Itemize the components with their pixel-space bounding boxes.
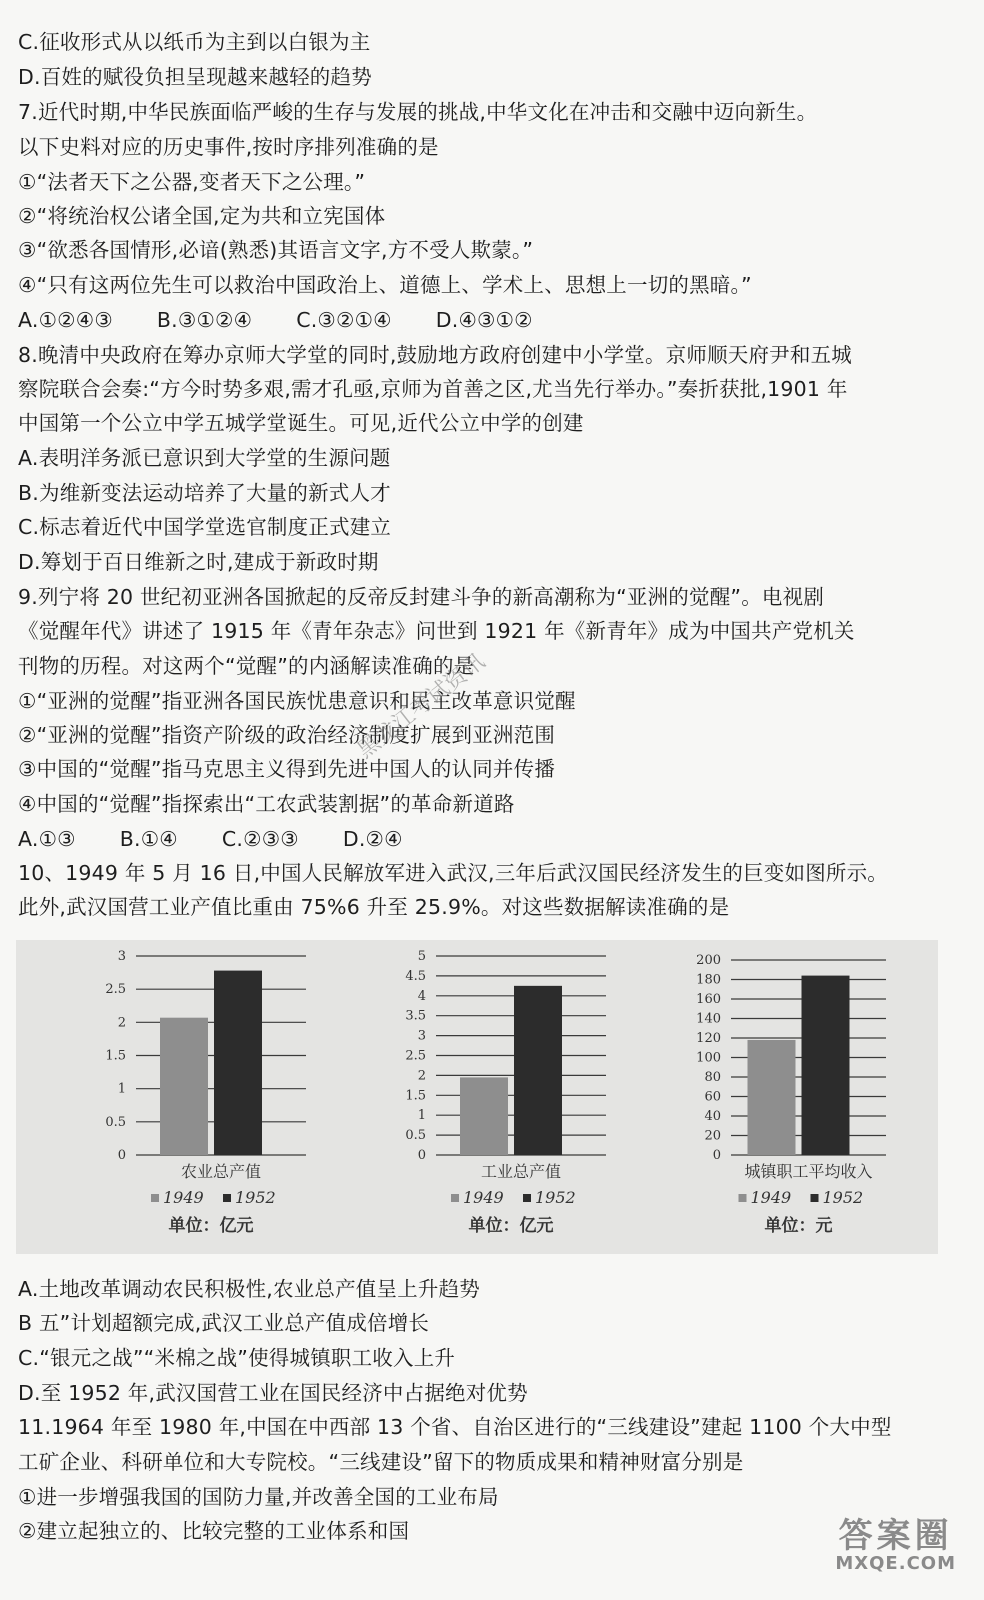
chart-1-ytick: 4.5 — [405, 968, 426, 984]
chart-1-ytick: 2.5 — [405, 1048, 426, 1064]
q11-item-1: ①进一步增强我国的国防力量,并改善全国的工业布局 — [18, 1485, 499, 1509]
chart-1-ytick: 1 — [417, 1108, 426, 1124]
q9-options — [18, 822, 968, 856]
chart-0-legend-swatch — [151, 1194, 159, 1202]
q11-stem: 11.1964 年至 1980 年,中国在中西部 13 个省、自治区进行的“三线建设”建起 1100 个大中型 — [18, 1415, 892, 1439]
chart-2-ytick: 80 — [704, 1070, 721, 1085]
chart-0-bar-1952 — [214, 971, 262, 1155]
q10-option-b: B 五”计划超额完成,武汉工业总产值成倍增长 — [18, 1311, 430, 1335]
q8-stem-3: 中国第一个公立中学五城学堂诞生。可见,近代公立中学的创建 — [18, 411, 584, 435]
site-logo — [835, 1518, 956, 1574]
charts-svg — [16, 940, 938, 1254]
chart-2-ytick: 60 — [704, 1089, 721, 1105]
chart-2-ytick: 0 — [712, 1148, 721, 1163]
chart-1-legend-label: 1949 — [463, 1188, 504, 1207]
chart-0-legend-label: 1949 — [163, 1188, 204, 1207]
chart-1-unit: 单位：亿元 — [468, 1216, 554, 1236]
chart-1-ytick: 4 — [417, 988, 426, 1004]
q6-option-d: D.百姓的赋役负担呈现越来越轻的趋势 — [18, 65, 372, 89]
chart-1-ytick: 0 — [417, 1148, 426, 1163]
chart-1-ytick: 1.5 — [405, 1088, 426, 1104]
chart-1-ytick: 5 — [417, 949, 426, 964]
logo-sub: MXQE.COM — [835, 1553, 956, 1574]
chart-1-title: 工业总产值 — [480, 1162, 562, 1181]
chart-1-legend-swatch — [523, 1194, 531, 1202]
chart-0-ytick: 1.5 — [105, 1048, 126, 1064]
chart-2-legend-swatch — [811, 1194, 819, 1202]
chart-1-legend-label: 1952 — [535, 1188, 576, 1207]
chart-0-ytick: 2 — [117, 1015, 126, 1031]
q8-option-b: B.为维新变法运动培养了大量的新式人才 — [18, 481, 391, 505]
q8-stem-2: 察院联合会奏:“方今时势多艰,需才孔亟,京师为首善之区,尤当先行举办。”奏折获批,1901 年 — [18, 377, 848, 401]
q7-stem-2: 以下史料对应的历史事件,按时序排列准确的是 — [18, 135, 439, 159]
q9-item-1: ①“亚洲的觉醒”指亚洲各国民族忧患意识和民主改革意识觉醒 — [18, 689, 576, 713]
charts-figure — [16, 940, 938, 1254]
q10-option-c: C.“银元之战”“米棉之战”使得城镇职工收入上升 — [18, 1346, 456, 1370]
chart-0-legend-swatch — [223, 1194, 231, 1202]
chart-2-title: 城镇职工平均收入 — [744, 1162, 873, 1181]
chart-0-ytick: 2.5 — [105, 982, 126, 998]
q8-stem: 8.晚清中央政府在筹办京师大学堂的同时,鼓励地方政府创建中小学堂。京师顺天府尹和五城 — [18, 343, 852, 367]
chart-2-ytick: 40 — [704, 1109, 721, 1124]
chart-2-ytick: 160 — [696, 992, 721, 1007]
q7-item-2: ②“将统治权公诸全国,定为共和立宪国体 — [18, 204, 386, 228]
q11-item-2: ②建立起独立的、比较完整的工业体系和国 — [18, 1519, 410, 1543]
q7-option-b: B.③①②④ — [156, 308, 253, 332]
q9-option-a: A.①③ — [18, 827, 76, 851]
chart-1-bar-1952 — [514, 986, 562, 1155]
q9-item-3: ③中国的“觉醒”指马克思主义得到先进中国人的认同并传播 — [18, 757, 556, 781]
chart-1-ytick: 3 — [417, 1028, 426, 1044]
q8-option-c: C.标志着近代中国学堂选官制度正式建立 — [18, 515, 392, 539]
q9-option-b: B.①④ — [119, 827, 178, 851]
chart-0-legend-label: 1952 — [235, 1188, 276, 1207]
chart-2-ytick: 180 — [696, 972, 721, 988]
q6-option-c: C.征收形式从以纸币为主到以白银为主 — [18, 30, 371, 54]
chart-0-bar-1949 — [160, 1018, 208, 1155]
chart-1-ytick: 0.5 — [405, 1128, 426, 1144]
q7-option-a: A.①②④③ — [18, 308, 113, 332]
chart-1-bar-1949 — [460, 1077, 508, 1155]
chart-2-ytick: 200 — [696, 953, 721, 968]
chart-0-ytick: 0 — [117, 1148, 126, 1163]
chart-1-legend-swatch — [451, 1194, 459, 1202]
q8-option-a: A.表明洋务派已意识到大学堂的生源问题 — [18, 446, 391, 470]
q9-stem: 9.列宁将 20 世纪初亚洲各国掀起的反帝反封建斗争的新高潮称为“亚洲的觉醒”。电视剧 — [18, 585, 825, 609]
chart-2-legend-label: 1949 — [750, 1188, 792, 1207]
q7-options — [18, 303, 968, 337]
chart-2-ytick: 140 — [696, 1011, 721, 1027]
logo-main: 答案圈 — [838, 1516, 953, 1556]
q7-item-1: ①“法者天下之公器,变者天下之公理。” — [18, 170, 366, 194]
chart-2-bar-1952 — [802, 976, 850, 1155]
chart-2-legend-swatch — [739, 1194, 747, 1202]
q10-stem: 10、1949 年 5 月 16 日,中国人民解放军进入武汉,三年后武汉国民经济发生的巨变如图所示。 — [18, 861, 888, 885]
chart-2-ytick: 120 — [696, 1031, 721, 1046]
chart-2-bar-1949 — [748, 1040, 796, 1155]
watermark-text: 黑龙江考试资讯 — [353, 649, 490, 764]
q7-stem: 7.近代时期,中华民族面临严峻的生存与发展的挑战,中华文化在冲击和交融中迈向新生。 — [18, 100, 818, 124]
q10-option-a: A.土地改革调动农民积极性,农业总产值呈上升趋势 — [18, 1277, 480, 1301]
q9-stem-2: 《觉醒年代》讲述了 1915 年《青年杂志》问世到 1921 年《新青年》成为中国共产党机关 — [18, 619, 855, 643]
chart-1-ytick: 3.5 — [405, 1008, 426, 1024]
q10-option-d: D.至 1952 年,武汉国营工业在国民经济中占据绝对优势 — [18, 1381, 528, 1405]
chart-2-ytick: 20 — [704, 1128, 721, 1144]
q7-item-4: ④“只有这两位先生可以救治中国政治上、道德上、学术上、思想上一切的黑暗。” — [18, 273, 752, 297]
chart-0-ytick: 3 — [117, 949, 126, 964]
q9-item-2: ②“亚洲的觉醒”指资产阶级的政治经济制度扩展到亚洲范围 — [18, 723, 556, 747]
chart-0-ytick: 0.5 — [105, 1114, 126, 1130]
q9-stem-3: 刊物的历程。对这两个“觉醒”的内涵解读准确的是 — [18, 654, 475, 678]
q9-option-d: D.②④ — [342, 827, 403, 851]
q7-option-c: C.③②①④ — [296, 308, 392, 332]
chart-2-legend-label: 1952 — [822, 1188, 864, 1207]
chart-0-ytick: 1 — [117, 1081, 126, 1097]
chart-2-ytick: 100 — [696, 1050, 721, 1066]
q9-option-c: C.②③③ — [221, 827, 299, 851]
q7-item-3: ③“欲悉各国情形,必谙(熟悉)其语言文字,方不受人欺蒙。” — [18, 238, 534, 262]
q9-item-4: ④中国的“觉醒”指探索出“工农武装割据”的革命新道路 — [18, 792, 515, 816]
chart-2-unit: 单位：元 — [764, 1216, 833, 1236]
q11-stem-2: 工矿企业、科研单位和大专院校。“三线建设”留下的物质成果和精神财富分别是 — [18, 1450, 744, 1474]
q10-stem-2: 此外,武汉国营工业产值比重由 75%6 升至 25.9%。对这些数据解读准确的是 — [18, 895, 730, 919]
chart-1-ytick: 2 — [417, 1068, 426, 1084]
chart-0-unit: 单位：亿元 — [168, 1216, 254, 1236]
chart-0-title: 农业总产值 — [180, 1162, 262, 1181]
q8-option-d: D.筹划于百日维新之时,建成于新政时期 — [18, 550, 379, 574]
q7-option-d: D.④③①② — [435, 308, 533, 332]
